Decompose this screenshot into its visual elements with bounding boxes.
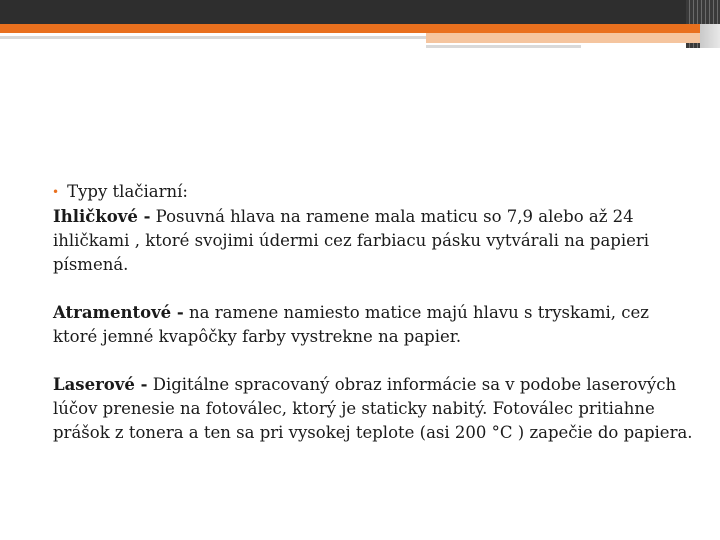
header-light-orange-bar [426,33,700,43]
term-laserove: Laserové - [53,375,148,394]
bullet-dot-icon: • [52,185,60,199]
header-gray-line [0,36,426,39]
paragraph-atramentove [53,301,693,349]
term-ihlickove: Ihličkové - [53,207,151,226]
header-right-fade [700,24,720,48]
paragraph-ihlickove [53,205,693,277]
bullet-text: Typy tlačiarní: [67,182,188,201]
bullet-item [52,180,692,205]
header-dark-bar [0,0,720,24]
header-gray-line-2 [426,45,581,48]
header-orange-bar [0,24,700,33]
text-ihlickove: Posuvná hlava na ramene mala maticu so 7,9 alebo až 24 ihličkami , ktoré svojimi údermi cez farbiacu pásku vytvárali na papieri písmená. [53,207,650,274]
text-atramentove: na ramene namiesto matice majú hlavu s tryskami, cez ktoré jemné kvapôčky farby vystrekne na papier. [53,303,649,346]
slide-content [53,180,693,445]
text-laserove: Digitálne spracovaný obraz informácie sa v podobe laserových lúčov prenesie na fotoválec, ktorý je staticky nabitý. Fotoválec pritiahne prášok z tonera a ten sa pri vysokej teplote (asi 200 °C ) zapečie do papiera. [53,375,693,442]
term-atramentove: Atramentové - [53,303,184,322]
paragraph-laserove [53,373,693,445]
